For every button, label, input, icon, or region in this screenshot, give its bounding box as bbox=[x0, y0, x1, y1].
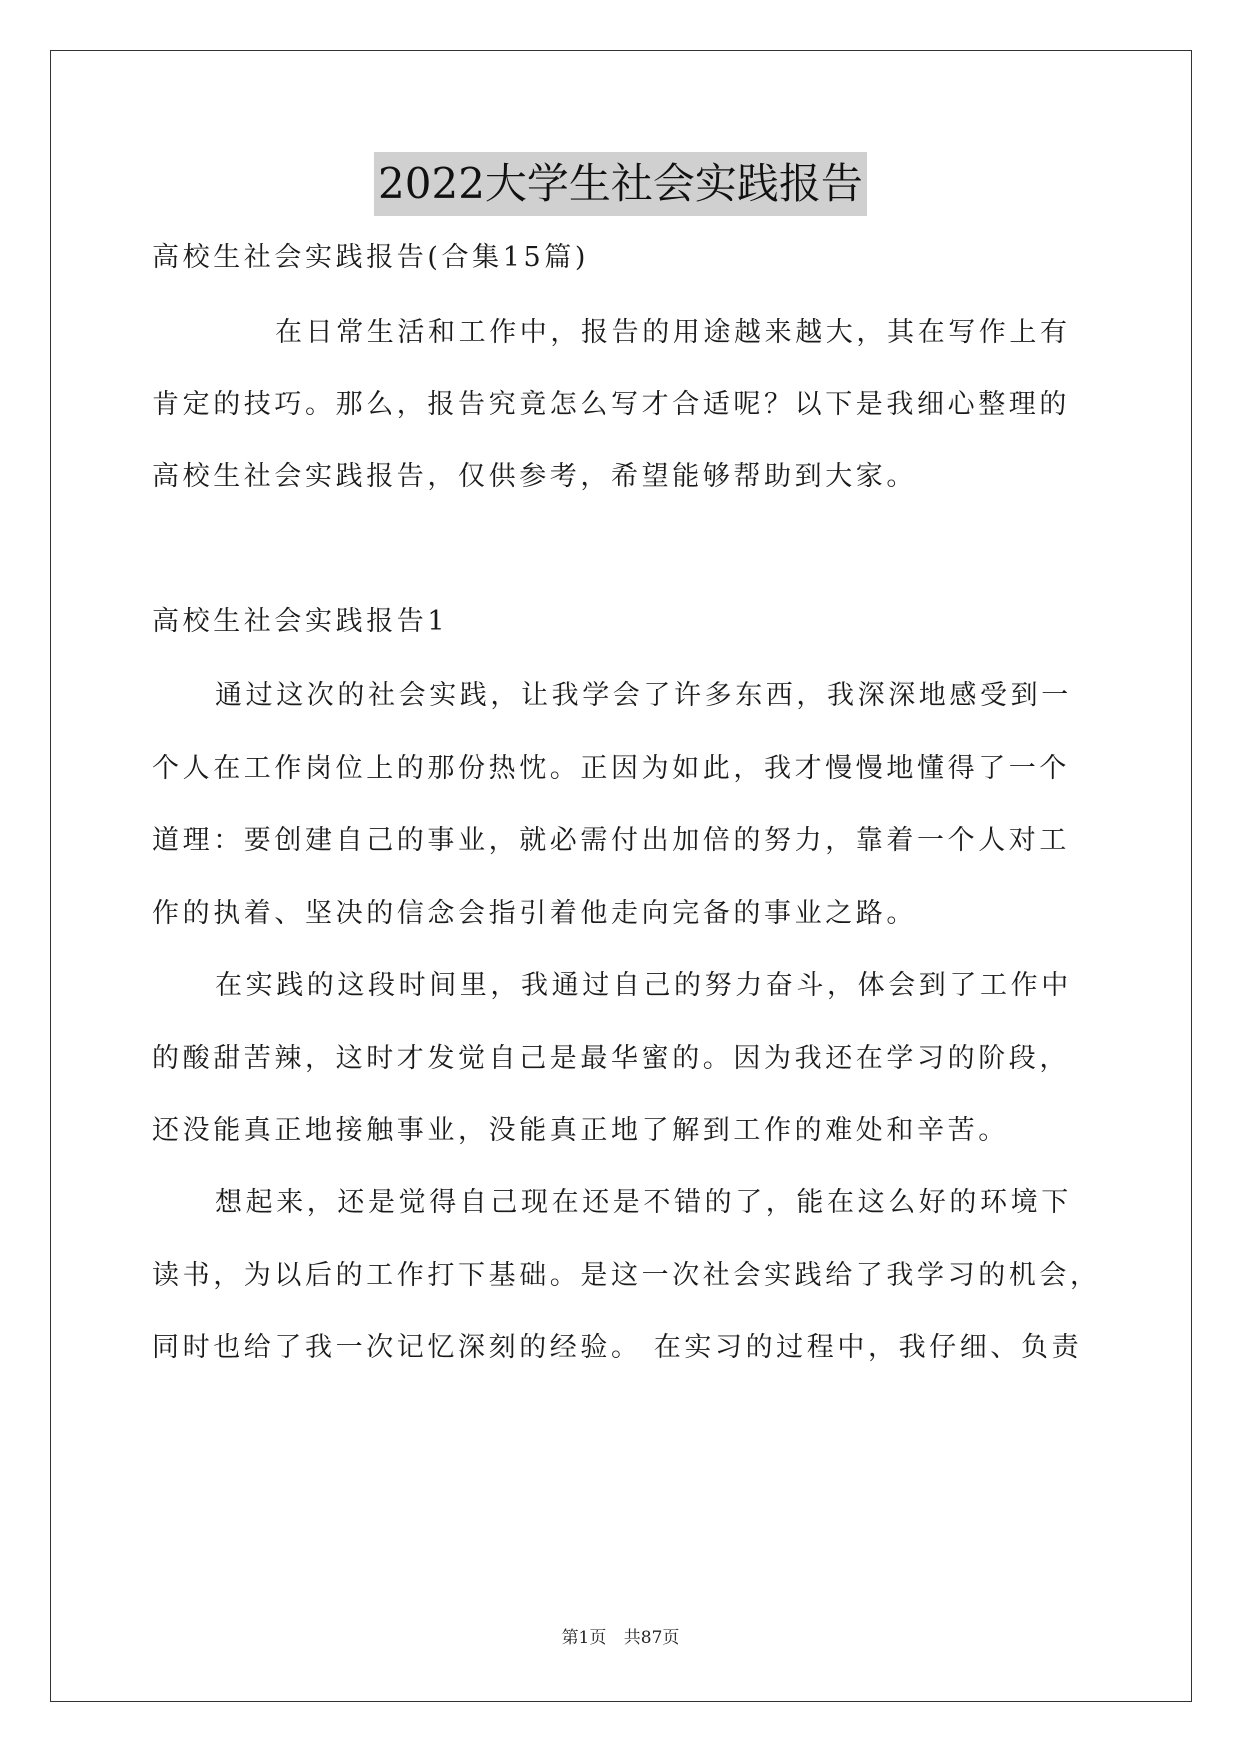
intro-line-1: 在日常生活和工作中，报告的用途越来越大，其在写作上有 bbox=[275, 317, 1071, 348]
paragraph1-line-1: 通过这次的社会实践，让我学会了许多东西，我深深地感受到一 bbox=[215, 680, 1072, 711]
paragraph3-line-3: 同时也给了我一次记忆深刻的经验。 在实习的过程中，我仔细、负责 bbox=[152, 1332, 1083, 1363]
intro-line-2: 肯定的技巧。那么，报告究竟怎么写才合适呢？以下是我细心整理的 bbox=[152, 389, 1070, 420]
document-subtitle: 高校生社会实践报告(合集15篇) bbox=[152, 242, 590, 273]
paragraph2-line-2: 的酸甜苦辣，这时才发觉自己是最华蜜的。因为我还在学习的阶段， bbox=[152, 1043, 1070, 1074]
page-total: 共87页 bbox=[623, 1628, 680, 1648]
intro-line-3: 高校生社会实践报告，仅供参考，希望能够帮助到大家。 bbox=[152, 461, 917, 492]
paragraph3-line-1: 想起来，还是觉得自己现在还是不错的了，能在这么好的环境下 bbox=[215, 1187, 1072, 1218]
paragraph2-line-1: 在实践的这段时间里，我通过自己的努力奋斗，体会到了工作中 bbox=[215, 970, 1072, 1001]
document-title: 2022大学生社会实践报告 bbox=[374, 152, 867, 216]
paragraph1-line-3: 道理：要创建自己的事业，就必需付出加倍的努力，靠着一个人对工 bbox=[152, 825, 1070, 856]
page-border bbox=[50, 50, 1192, 1702]
paragraph2-line-3: 还没能真正地接触事业，没能真正地了解到工作的难处和辛苦。 bbox=[152, 1115, 1009, 1146]
page-footer bbox=[0, 1626, 1241, 1650]
paragraph1-line-4: 作的执着、坚决的信念会指引着他走向完备的事业之路。 bbox=[152, 898, 917, 929]
title-container bbox=[0, 152, 1241, 216]
page-number: 第1页 bbox=[561, 1628, 607, 1648]
section-heading: 高校生社会实践报告1 bbox=[152, 606, 449, 637]
paragraph1-line-2: 个人在工作岗位上的那份热忱。正因为如此，我才慢慢地懂得了一个 bbox=[152, 753, 1070, 784]
paragraph3-line-2: 读书，为以后的工作打下基础。是这一次社会实践给了我学习的机会， bbox=[152, 1260, 1101, 1291]
